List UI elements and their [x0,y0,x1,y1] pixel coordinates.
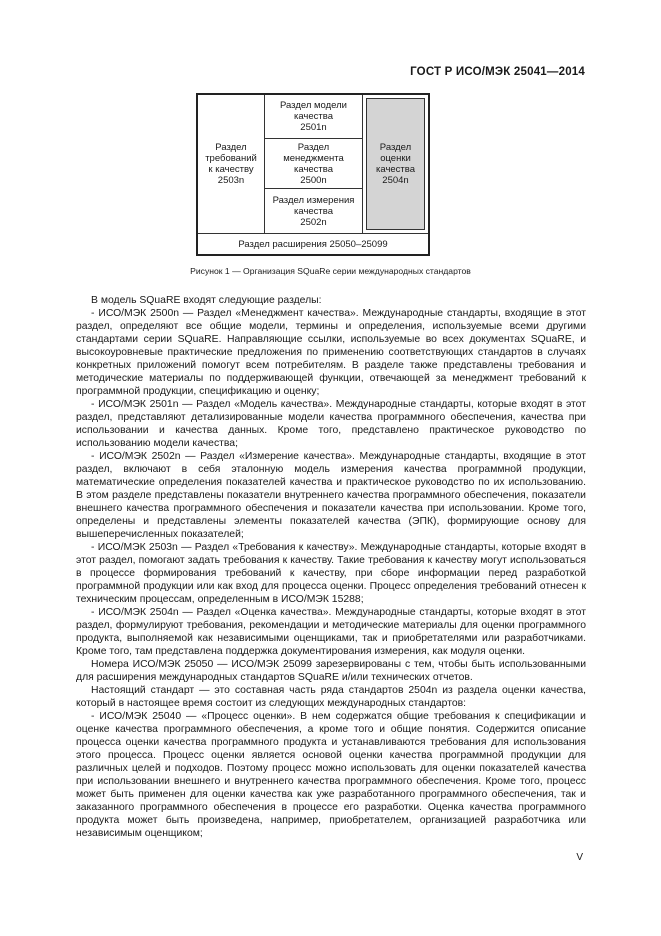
paragraph: - ИСО/МЭК 2504n — Раздел «Оценка качества». Международные стандарты, которые входят в этот раздел, формулируют требования, рекомендации и методические материалы для оценки программного продукта, выполняемой как независимыми оценщиками, так и приобретателями или разработчиками. Кроме того, там представлена поддержка документирования измерения, как модуля оценки. [76,607,586,657]
management-division-box: Раздел менеджмента качества 2500n [265,139,362,189]
measurement-division-box: Раздел измерения качества 2502n [272,194,355,228]
evaluation-column [362,95,428,233]
extension-division-box: Раздел расширения 25050–25099 [198,233,428,254]
paragraph: - ИСО/МЭК 2500n — Раздел «Менеджмент качества». Международные стандарты, входящие в этот раздел, определяют все общие модели, термины и определения, используемые всеми другими стандартами серии SQuaRE. Направляющие ссылки, используемые во всех документах SQuaRE, и высокоуровневые практические предложения по применению соответствующих стандартов в случаях конкретных приложений помогут всем потребителям. В разделе также представлены требования и методические материалы по поддерживающей функции, отвечающей за менеджмент требований к программной продукции, спецификацию и оценку; [76,308,586,397]
center-column [265,95,362,233]
paragraph: - ИСО/МЭК 2502n — Раздел «Измерение качества». Международные стандарты, входящие в этот раздел, включают в себя эталонную модель измерения качества программной продукции, математические определения показателей качества и практическое руководство по их использованию. В этом разделе представлены показатели внутреннего качества программного обеспечения, показатели внешнего качества программного обеспечения и показатели качества при использовании. Кроме того, определены и представлены элементы показателей качества (ЭПК), формирующие основу для вышеперечисленных показателей; [76,451,586,540]
paragraph: Настоящий стандарт — это составная часть ряда стандартов 2504n из раздела оценки качества, который в настоящее время состоит из следующих международных стандартов: [76,685,586,709]
body-text [76,294,586,840]
paragraph: В модель SQuaRE входят следующие разделы: [91,295,322,306]
squire-organization-figure [196,93,430,256]
figure-caption: Рисунок 1 — Организация SQuaRe серии международных стандартов [190,266,471,276]
paragraph: - ИСО/МЭК 2501n — Раздел «Модель качества». Международные стандарты, которые входят в этот раздел, представляют детализированные модели качества программного обеспечения, качества при использовании и качества данных. Кроме того, представлено практическое руководство по использованию модели качества; [76,399,586,449]
requirements-division-box: Раздел требований к качеству 2503n [198,95,265,233]
paragraph: - ИСО/МЭК 2503n — Раздел «Требования к качеству». Международные стандарты, которые входят в этот раздел, помогают задать требования к качеству. Такие требования к качеству могут использоваться в процессе формирования требований к качеству, при сборе информации перед разработкой программной продукции или как вход для процесса оценки. Процесс определения требований отнесен к техническим процессам, определенным в ИСО/МЭК 15288; [76,542,586,605]
page-number: V [576,852,583,863]
document-header: ГОСТ Р ИСО/МЭК 25041—2014 [410,66,585,78]
paragraph: Номера ИСО/МЭК 25050 — ИСО/МЭК 25099 зарезервированы с тем, чтобы быть использованными для расширения международных стандартов SQuaRE и/или технических отчетов. [76,659,586,683]
model-division-box: Раздел модели качества 2501n [265,95,362,139]
evaluation-division-box: Раздел оценки качества 2504n [366,98,425,230]
paragraph: - ИСО/МЭК 25040 — «Процесс оценки». В нем содержатся общие требования к спецификации и оценке качества программного обеспечения, а кроме того и общие понятия. Содержится описание процесса оценки качества программного продукта и устанавливаются требования для использования этого процесса. Процесс оценки является основой оценки качества программной продукции для различных целей и подходов. Поэтому процесс можно использовать для оценки показателей качества при использовании внешнего и внутреннего качества программного обеспечения. Кроме того, процесс может быть применен для оценки качества как уже разработанного программного обеспечения, так и заказанного программного обеспечения в процессе его разработки. Оценка качества программного продукта может быть произведена, например, приобретателем, организацией разработчика или независимым оценщиком; [76,711,586,839]
